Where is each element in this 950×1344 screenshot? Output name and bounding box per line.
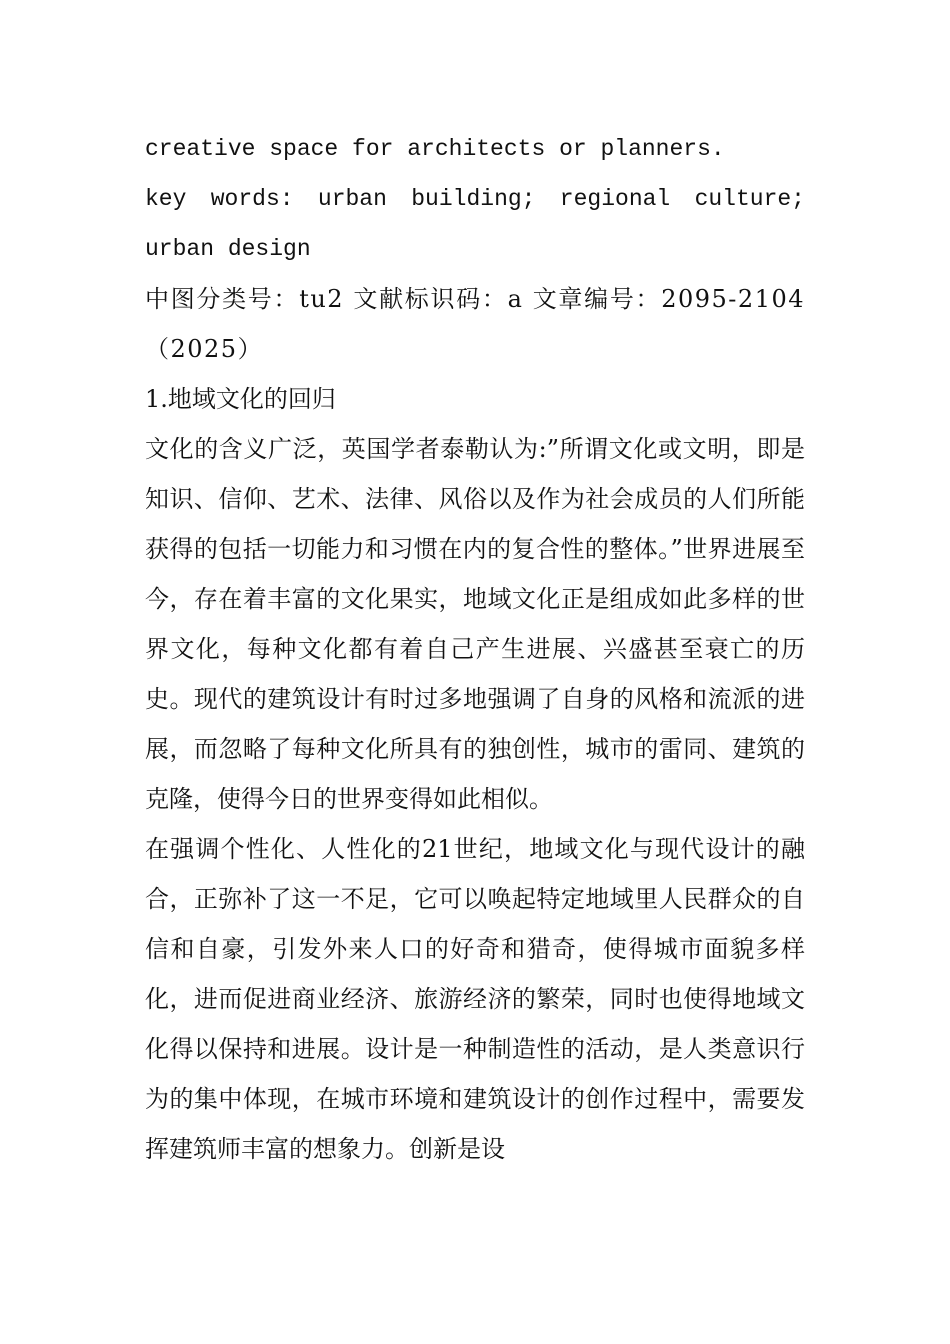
classification-line: 中图分类号：tu2 文献标识码：a 文章编号：2095-2104（2025） [145,285,805,363]
body-paragraph-2: 在强调个性化、人性化的21世纪，地域文化与现代设计的融合，正弥补了这一不足，它可以唤起特定地域里人民群众的自信和自豪，引发外来人口的好奇和猎奇，使得城市面貌多样化，进而促进商业经济、旅游经济的繁荣，同时也使得地域文化得以保持和进展。设计是一种制造性的活动，是人类意识行为的集中体现，在城市环境和建筑设计的创作过程中，需要发挥建筑师丰富的想象力。创新是设 [145,835,805,1163]
body-paragraph-1: 文化的含义广泛，英国学者泰勒认为:”所谓文化或文明，即是知识、信仰、艺术、法律、风俗以及作为社会成员的人们所能获得的包括一切能力和习惯在内的复合性的整体。”世界进展至今，存在着丰富的文化果实，地域文化正是组成如此多样的世界文化，每种文化都有着自己产生进展、兴盛甚至衰亡的历史。现代的建筑设计有时过多地强调了自身的风格和流派的进展，而忽略了每种文化所具有的独创性，城市的雷同、建筑的克隆，使得今日的世界变得如此相似。 [145,435,805,813]
abstract-line: creative space for architects or planners. [145,136,725,162]
keywords-line: key words: urban building; regional culture; urban design [145,186,805,262]
document-page [145,124,805,1174]
section-heading: 1.地域文化的回归 [145,385,336,413]
